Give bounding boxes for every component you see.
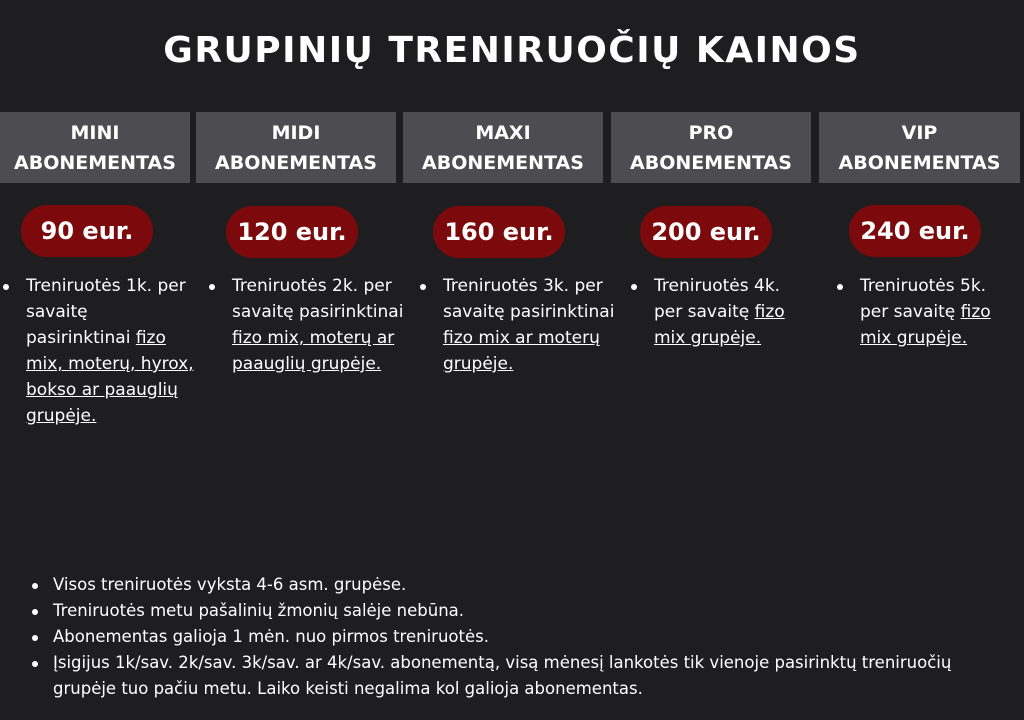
- plan-price-badge: 160 eur.: [433, 206, 565, 258]
- feature-text: Treniruotės 5k. per savaitę: [860, 276, 987, 322]
- list-item: [628, 273, 808, 351]
- plan-features-list: [628, 273, 808, 351]
- feature-groups-link[interactable]: fizo mix, moterų, hyrox, bokso ar paauglių grupėje.: [26, 328, 194, 426]
- plan-header: [611, 112, 811, 183]
- plan-header: [196, 112, 396, 183]
- feature-groups-link[interactable]: fizo mix grupėje.: [860, 302, 991, 348]
- list-item: [206, 273, 404, 377]
- plan-name-line1: MINI: [70, 121, 120, 144]
- plan-header: [819, 112, 1020, 183]
- plan-price-badge: 90 eur.: [21, 205, 153, 257]
- list-item: Abonementas galioja 1 mėn. nuo pirmos treniruotės.: [28, 624, 1008, 650]
- feature-text: Treniruotės 3k. per savaitę pasirinktinai: [443, 276, 615, 322]
- plan-name-line2: ABONEMENTAS: [215, 151, 377, 174]
- plan-name-line2: ABONEMENTAS: [630, 151, 792, 174]
- list-item: Treniruotės metu pašalinių žmonių salėje nebūna.: [28, 598, 1008, 624]
- plan-name-line2: ABONEMENTAS: [14, 151, 176, 174]
- page-title: GRUPINIŲ TRENIRUOČIŲ KAINOS: [163, 30, 861, 71]
- list-item: [834, 273, 1014, 351]
- plan-card-pro: [611, 112, 811, 183]
- feature-text: Treniruotės 4k. per savaitę: [654, 276, 781, 322]
- list-item: Visos treniruotės vyksta 4-6 asm. grupėse.: [28, 572, 1008, 598]
- plan-header: [403, 112, 603, 183]
- plan-name-line1: MIDI: [271, 121, 321, 144]
- feature-groups-link[interactable]: fizo mix ar moterų grupėje.: [443, 328, 600, 374]
- list-item: [417, 273, 615, 377]
- feature-text: Treniruotės 2k. per savaitę pasirinktinai: [232, 276, 404, 322]
- plan-name-line2: ABONEMENTAS: [422, 151, 584, 174]
- plan-name-line1: VIP: [901, 121, 938, 144]
- feature-groups-link[interactable]: fizo mix, moterų ar paauglių grupėje.: [232, 328, 395, 374]
- plan-name-line2: ABONEMENTAS: [838, 151, 1001, 174]
- plan-price-badge: 200 eur.: [640, 206, 772, 258]
- plan-price-badge: 240 eur.: [849, 205, 981, 257]
- plan-card-vip: [819, 112, 1020, 183]
- plan-card-midi: [196, 112, 396, 183]
- list-item: Įsigijus 1k/sav. 2k/sav. 3k/sav. ar 4k/sav. abonementą, visą mėnesį lankotės tik vienoje pasirinktų treniruočių grupėje tuo pačiu metu. Laiko keisti negalima kol galioja abonementas.: [28, 650, 1008, 702]
- plan-price-badge: 120 eur.: [226, 206, 358, 258]
- plan-features-list: [206, 273, 404, 377]
- feature-groups-link[interactable]: fizo mix grupėje.: [654, 302, 785, 348]
- plan-features-list: [0, 273, 195, 429]
- terms-list: [28, 572, 1008, 702]
- plan-features-list: [834, 273, 1014, 351]
- list-item: [0, 273, 195, 429]
- plan-features-list: [417, 273, 615, 377]
- plan-card-mini: [0, 112, 190, 183]
- feature-text: Treniruotės 1k. per savaitę pasirinktinai: [26, 276, 186, 348]
- plan-name-line1: PRO: [688, 121, 734, 144]
- plan-card-maxi: [403, 112, 603, 183]
- plan-name-line1: MAXI: [475, 121, 531, 144]
- plan-header: [0, 112, 190, 183]
